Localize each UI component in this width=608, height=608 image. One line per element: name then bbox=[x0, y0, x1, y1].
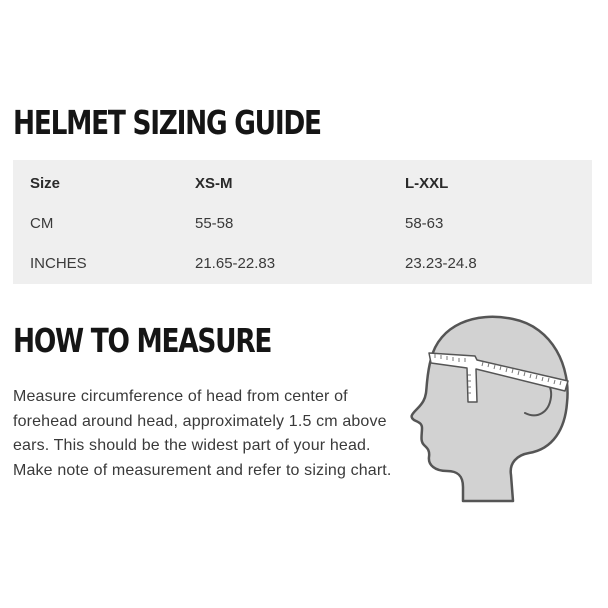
table-row bbox=[13, 214, 592, 234]
table-row bbox=[13, 254, 592, 274]
header-cell-l-xxl: L-XXL bbox=[405, 175, 449, 192]
table-cell: 55-58 bbox=[195, 215, 234, 232]
table-header-row bbox=[13, 174, 592, 194]
sizing-guide-title: HELMET SIZING GUIDE bbox=[13, 103, 321, 142]
measure-instructions: Measure circumference of head from center of forehead around head, approximately 1.5 cm above ears. This should be the widest part of your head. Make note of measurement and refer to sizing chart. bbox=[13, 388, 392, 479]
table-cell: 21.65-22.83 bbox=[195, 255, 276, 272]
row-label-cm: CM bbox=[30, 215, 54, 232]
head-with-measuring-tape-icon bbox=[405, 307, 585, 507]
head-silhouette bbox=[412, 317, 568, 501]
row-label-inches: INCHES bbox=[30, 255, 87, 272]
table-cell: 58-63 bbox=[405, 215, 444, 232]
table-cell: 23.23-24.8 bbox=[405, 255, 477, 272]
header-cell-xs-m: XS-M bbox=[195, 175, 233, 192]
header-cell-size: Size bbox=[30, 175, 61, 192]
how-to-measure-title: HOW TO MEASURE bbox=[13, 321, 272, 360]
sizing-table bbox=[13, 160, 592, 284]
